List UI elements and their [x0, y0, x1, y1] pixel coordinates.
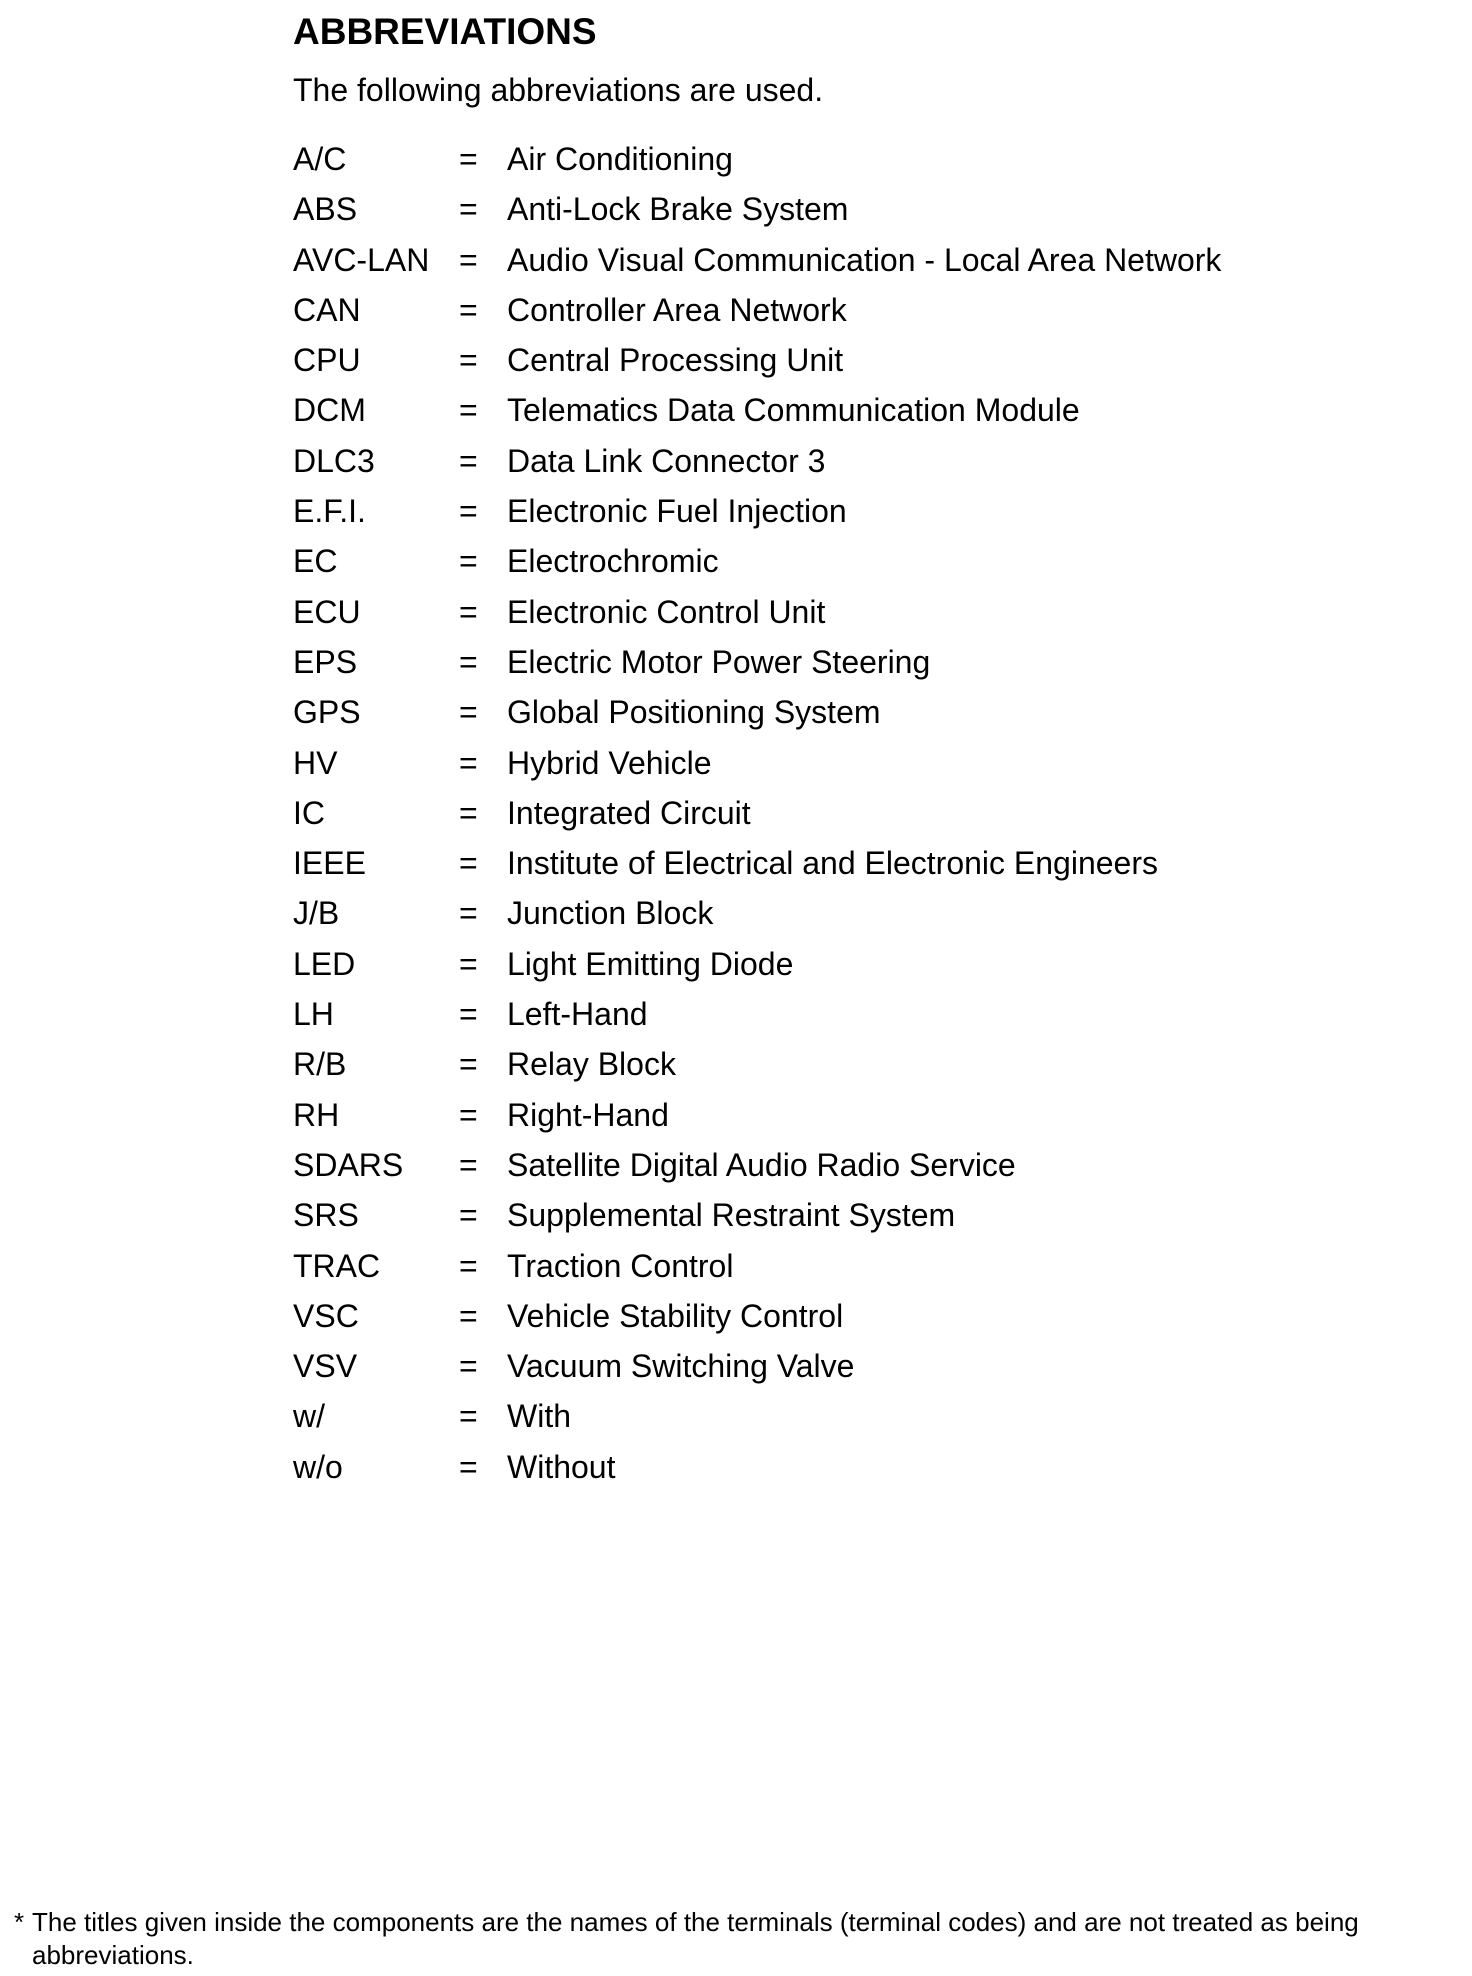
abbreviation-term: TRAC [293, 1247, 381, 1284]
abbreviation-definition: Electronic Control Unit [507, 593, 826, 630]
equals-sign: = [459, 794, 478, 831]
equals-sign: = [459, 1448, 478, 1485]
abbreviation-row [293, 1092, 1293, 1142]
footnote-text: The titles given inside the components are the names of the terminals (terminal codes) and are not treated as being abbreviations. [32, 1907, 1359, 1970]
equals-sign: = [459, 1398, 478, 1435]
abbreviation-row [293, 1243, 1293, 1293]
abbreviation-term: ABS [293, 191, 358, 228]
abbreviation-definition: Global Positioning System [507, 694, 881, 731]
abbreviation-definition: Right-Hand [507, 1096, 669, 1133]
abbreviation-term: ECU [293, 593, 361, 630]
abbreviation-definition: Electrochromic [507, 543, 719, 580]
abbreviation-definition: Supplemental Restraint System [507, 1197, 956, 1234]
abbreviation-row [293, 1444, 1293, 1494]
abbreviation-definition: Institute of Electrical and Electronic Engineers [507, 845, 1158, 882]
abbreviation-row [293, 237, 1293, 287]
page-title: ABBREVIATIONS [293, 11, 597, 52]
equals-sign: = [459, 945, 478, 982]
footnote [14, 1906, 1464, 1972]
abbreviation-row [293, 1293, 1293, 1343]
abbreviation-definition: With [507, 1398, 571, 1435]
equals-sign: = [459, 643, 478, 680]
equals-sign: = [459, 493, 478, 530]
equals-sign: = [459, 694, 478, 731]
abbreviation-definition: Hybrid Vehicle [507, 744, 712, 781]
abbreviation-row [293, 1393, 1293, 1443]
abbreviation-definition: Junction Block [507, 895, 714, 932]
equals-sign: = [459, 1297, 478, 1334]
abbreviation-definition: Electronic Fuel Injection [507, 493, 847, 530]
equals-sign: = [459, 392, 478, 429]
abbreviation-definition: Relay Block [507, 1046, 676, 1083]
abbreviation-definition: Satellite Digital Audio Radio Service [507, 1146, 1016, 1183]
abbreviation-term: LH [293, 996, 334, 1033]
abbreviation-row [293, 991, 1293, 1041]
abbreviation-term: GPS [293, 694, 361, 731]
abbreviation-definition: Left-Hand [507, 996, 648, 1033]
abbreviation-definition: Telematics Data Communication Module [507, 392, 1080, 429]
abbreviation-row [293, 1041, 1293, 1091]
equals-sign: = [459, 442, 478, 479]
abbreviation-definition: Without [507, 1448, 616, 1485]
abbreviation-row [293, 790, 1293, 840]
abbreviation-definition: Traction Control [507, 1247, 734, 1284]
equals-sign: = [459, 191, 478, 228]
abbreviation-definition: Electric Motor Power Steering [507, 643, 931, 680]
abbreviation-list [293, 136, 1293, 1494]
equals-sign: = [459, 141, 478, 177]
abbreviation-row [293, 1343, 1293, 1393]
equals-sign: = [459, 543, 478, 580]
abbreviation-term: IC [293, 794, 325, 831]
abbreviation-term: AVC-LAN [293, 241, 430, 278]
abbreviation-term: w/o [293, 1448, 343, 1485]
abbreviation-definition: Data Link Connector 3 [507, 442, 826, 479]
abbreviation-definition: Vacuum Switching Valve [507, 1348, 855, 1385]
abbreviation-row [293, 488, 1293, 538]
abbreviation-row [293, 589, 1293, 639]
abbreviation-definition: Controller Area Network [507, 291, 847, 328]
abbreviation-definition: Central Processing Unit [507, 342, 844, 379]
equals-sign: = [459, 1247, 478, 1284]
abbreviation-term: CAN [293, 291, 361, 328]
abbreviation-term: DCM [293, 392, 366, 429]
equals-sign: = [459, 996, 478, 1033]
equals-sign: = [459, 1348, 478, 1385]
equals-sign: = [459, 1046, 478, 1083]
abbreviation-definition: Audio Visual Communication - Local Area Network [507, 241, 1222, 278]
equals-sign: = [459, 342, 478, 379]
abbreviation-term: SRS [293, 1197, 359, 1234]
abbreviation-row [293, 689, 1293, 739]
equals-sign: = [459, 1096, 478, 1133]
abbreviation-term: CPU [293, 342, 361, 379]
equals-sign: = [459, 744, 478, 781]
abbreviation-definition: Integrated Circuit [507, 794, 751, 831]
abbreviation-row [293, 136, 1293, 186]
equals-sign: = [459, 291, 478, 328]
equals-sign: = [459, 593, 478, 630]
equals-sign: = [459, 845, 478, 882]
abbreviation-term: IEEE [293, 845, 366, 882]
abbreviation-row [293, 740, 1293, 790]
abbreviation-term: DLC3 [293, 442, 375, 479]
abbreviation-term: LED [293, 945, 356, 982]
abbreviation-term: SDARS [293, 1146, 404, 1183]
abbreviation-term: A/C [293, 141, 347, 177]
abbreviation-term: HV [293, 744, 338, 781]
abbreviation-row [293, 186, 1293, 236]
abbreviation-row [293, 1192, 1293, 1242]
intro-text: The following abbreviations are used. [293, 72, 824, 108]
abbreviation-row [293, 890, 1293, 940]
abbreviation-row [293, 387, 1293, 437]
abbreviation-row [293, 538, 1293, 588]
equals-sign: = [459, 1146, 478, 1183]
abbreviation-definition: Air Conditioning [507, 141, 733, 177]
abbreviation-row [293, 337, 1293, 387]
abbreviation-row [293, 438, 1293, 488]
abbreviation-row [293, 287, 1293, 337]
abbreviation-term: R/B [293, 1046, 347, 1083]
abbreviation-term: EPS [293, 643, 358, 680]
abbreviation-definition: Anti-Lock Brake System [507, 191, 849, 228]
equals-sign: = [459, 241, 478, 278]
abbreviation-term: E.F.I. [293, 493, 366, 530]
abbreviation-row [293, 840, 1293, 890]
abbreviation-definition: Light Emitting Diode [507, 945, 794, 982]
abbreviation-row [293, 1142, 1293, 1192]
abbreviation-term: w/ [293, 1398, 325, 1435]
abbreviation-term: VSC [293, 1297, 359, 1334]
equals-sign: = [459, 895, 478, 932]
abbreviation-row [293, 941, 1293, 991]
abbreviation-term: VSV [293, 1348, 358, 1385]
abbreviation-term: J/B [293, 895, 340, 932]
abbreviation-definition: Vehicle Stability Control [507, 1297, 844, 1334]
abbreviation-row [293, 639, 1293, 689]
abbreviation-term: EC [293, 543, 338, 580]
abbreviation-term: RH [293, 1096, 340, 1133]
equals-sign: = [459, 1197, 478, 1234]
footnote-asterisk: * [14, 1907, 25, 1937]
